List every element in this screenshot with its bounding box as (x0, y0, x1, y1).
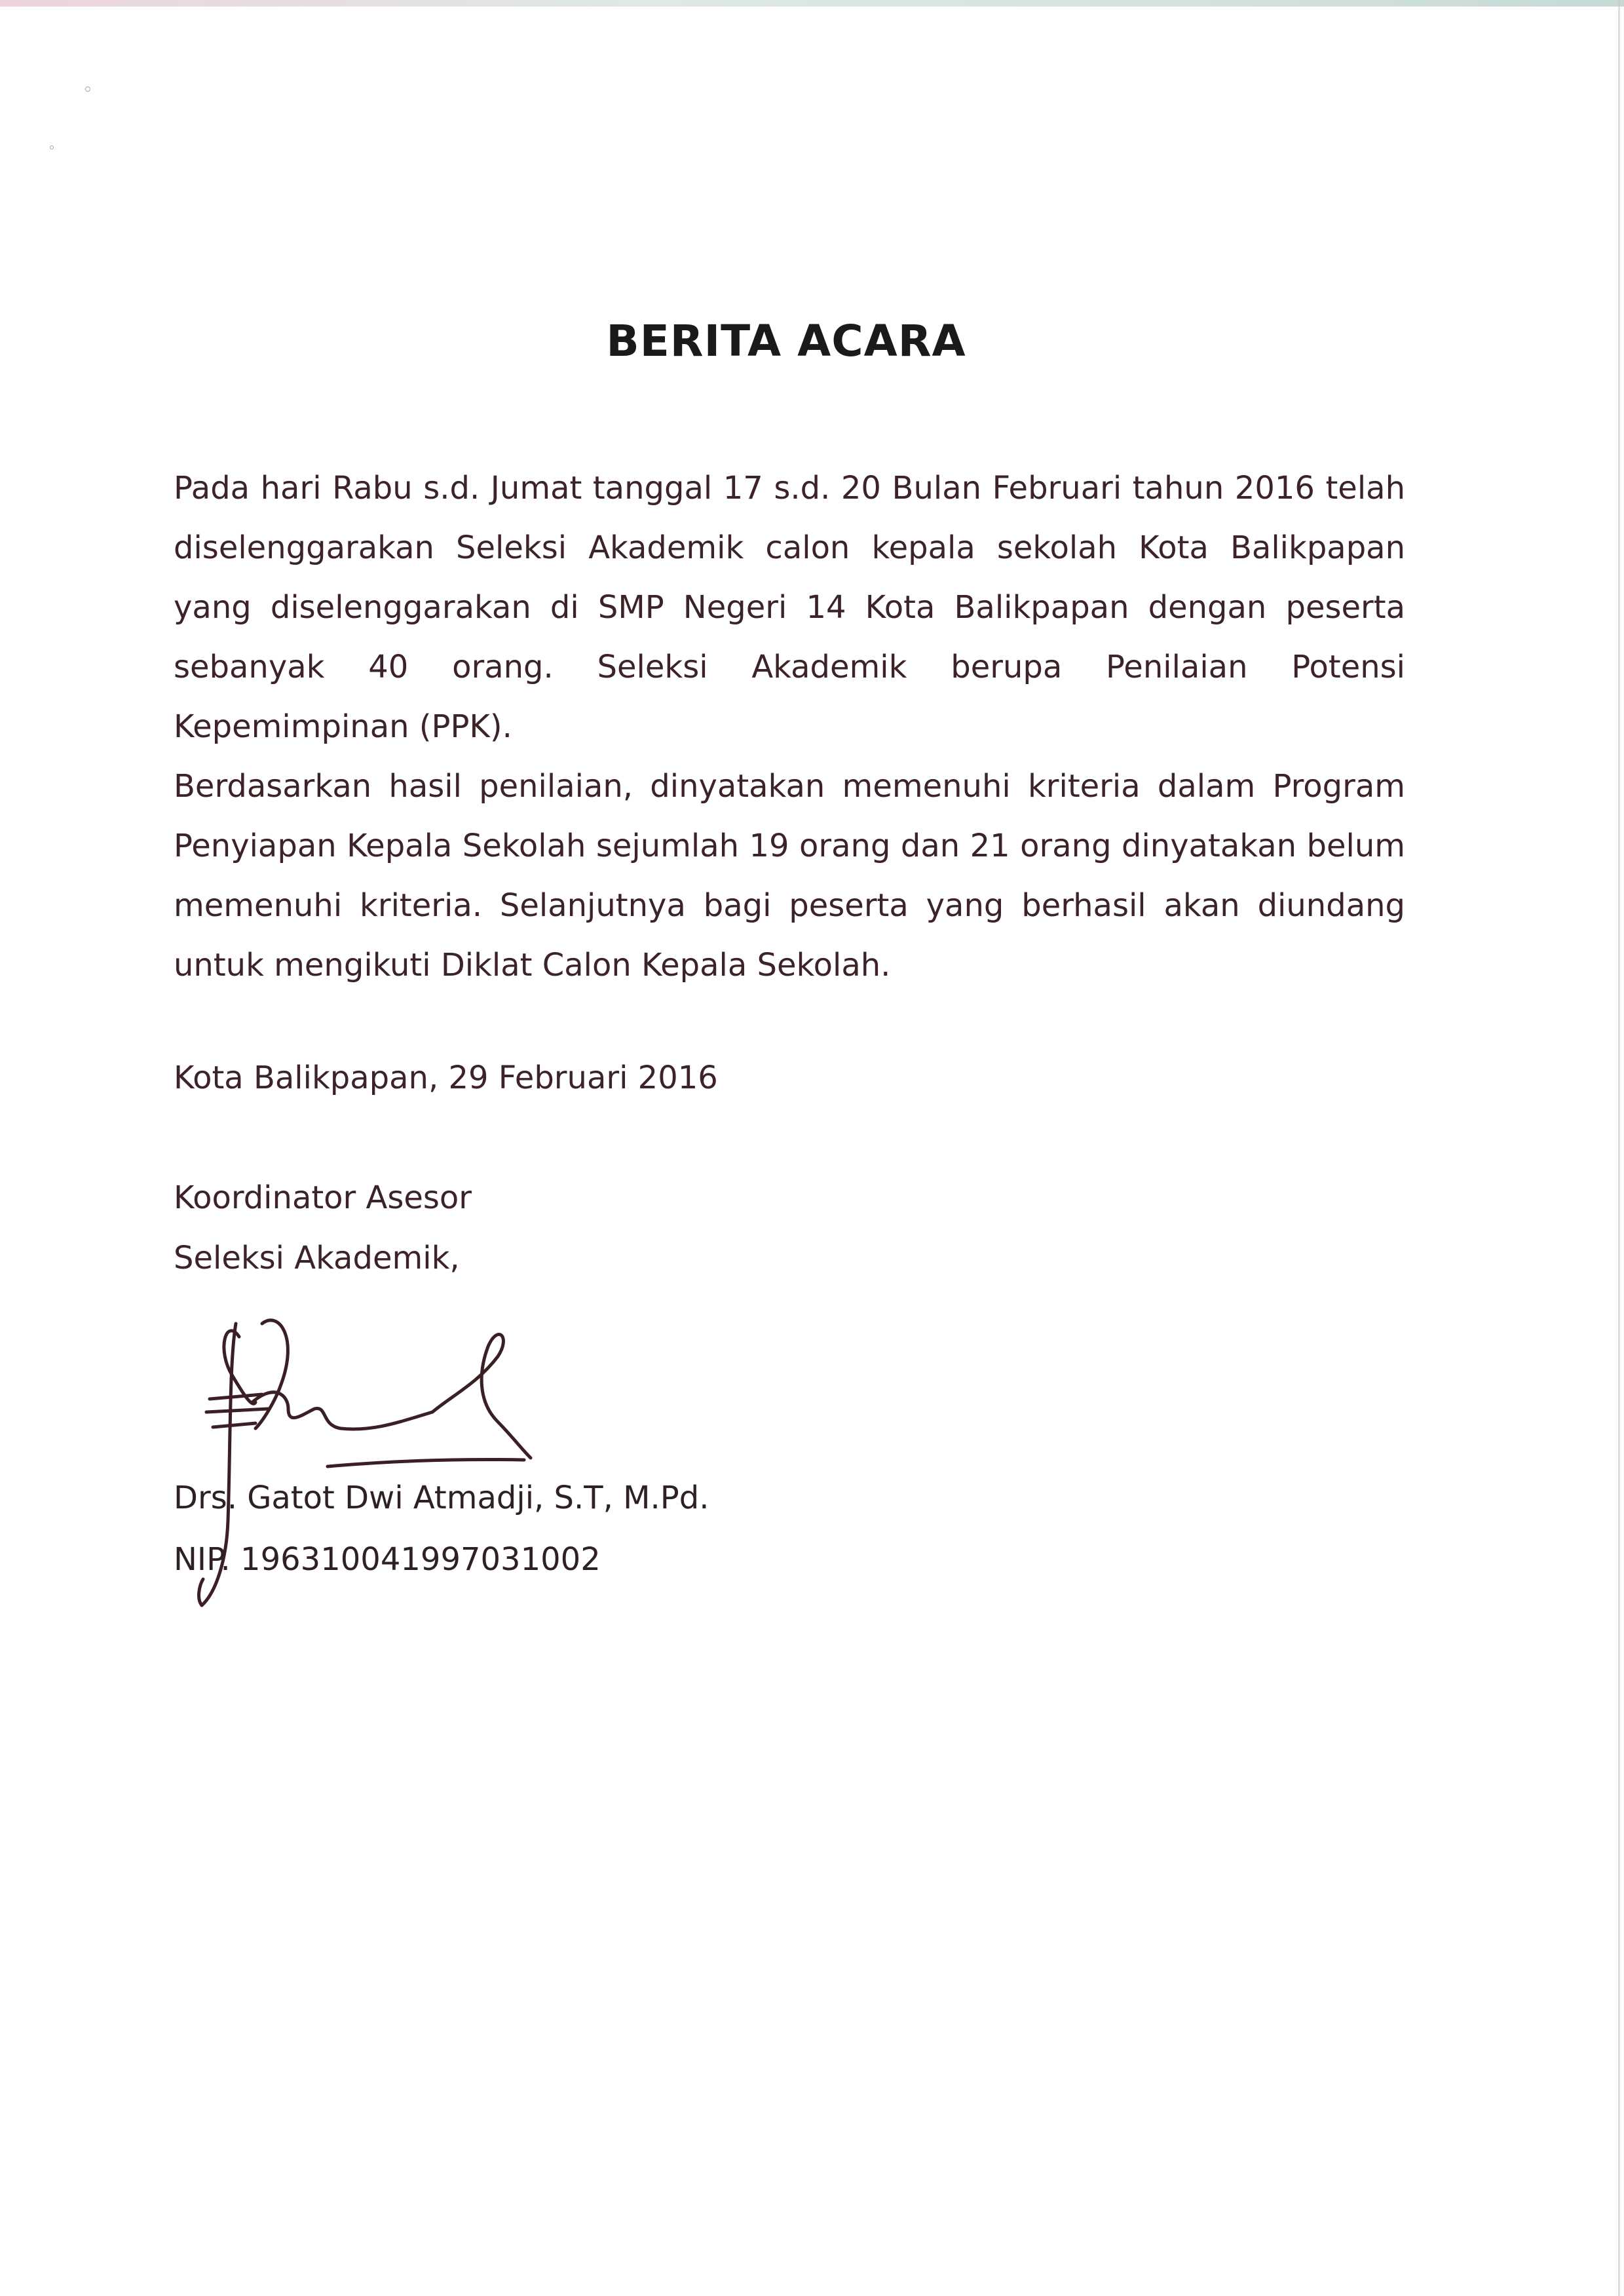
scan-speck (50, 145, 54, 149)
document-title: BERITA ACARA (606, 316, 966, 366)
signer-unit: Seleksi Akademik, (174, 1240, 460, 1276)
paragraph-result: Berdasarkan hasil penilaian, dinyatakan memenuhi kriteria dalam Program Penyiapan Kepala Sekolah sejumlah 19 orang dan 21 orang dinyatakan belum memenuhi kriteria. Selanjutnya bagi peserta yang berhasil akan diundang untuk mengikuti Diklat Calon Kepala Sekolah. (174, 768, 1405, 984)
scan-top-edge (0, 0, 1624, 7)
signer-role: Koordinator Asesor (174, 1179, 472, 1216)
scan-right-edge (1618, 0, 1620, 2296)
scan-speck (85, 86, 90, 92)
paragraph-event: Pada hari Rabu s.d. Jumat tanggal 17 s.d. 20 Bulan Februari tahun 2016 telah diselenggarakan Seleksi Akademik calon kepala sekolah Kota Balikpapan yang diselenggarakan di SMP Negeri 14 Kota Balikpapan dengan peserta sebanyak 40 orang. Seleksi Akademik berupa Penilaian Potensi Kepemimpinan (PPK). (174, 470, 1405, 745)
signer-nip: NIP. 196310041997031002 (174, 1541, 601, 1578)
signer-name: Drs. Gatot Dwi Atmadji, S.T, M.Pd. (174, 1480, 709, 1516)
place-date: Kota Balikpapan, 29 Februari 2016 (174, 1060, 718, 1096)
document-body (174, 459, 1405, 995)
